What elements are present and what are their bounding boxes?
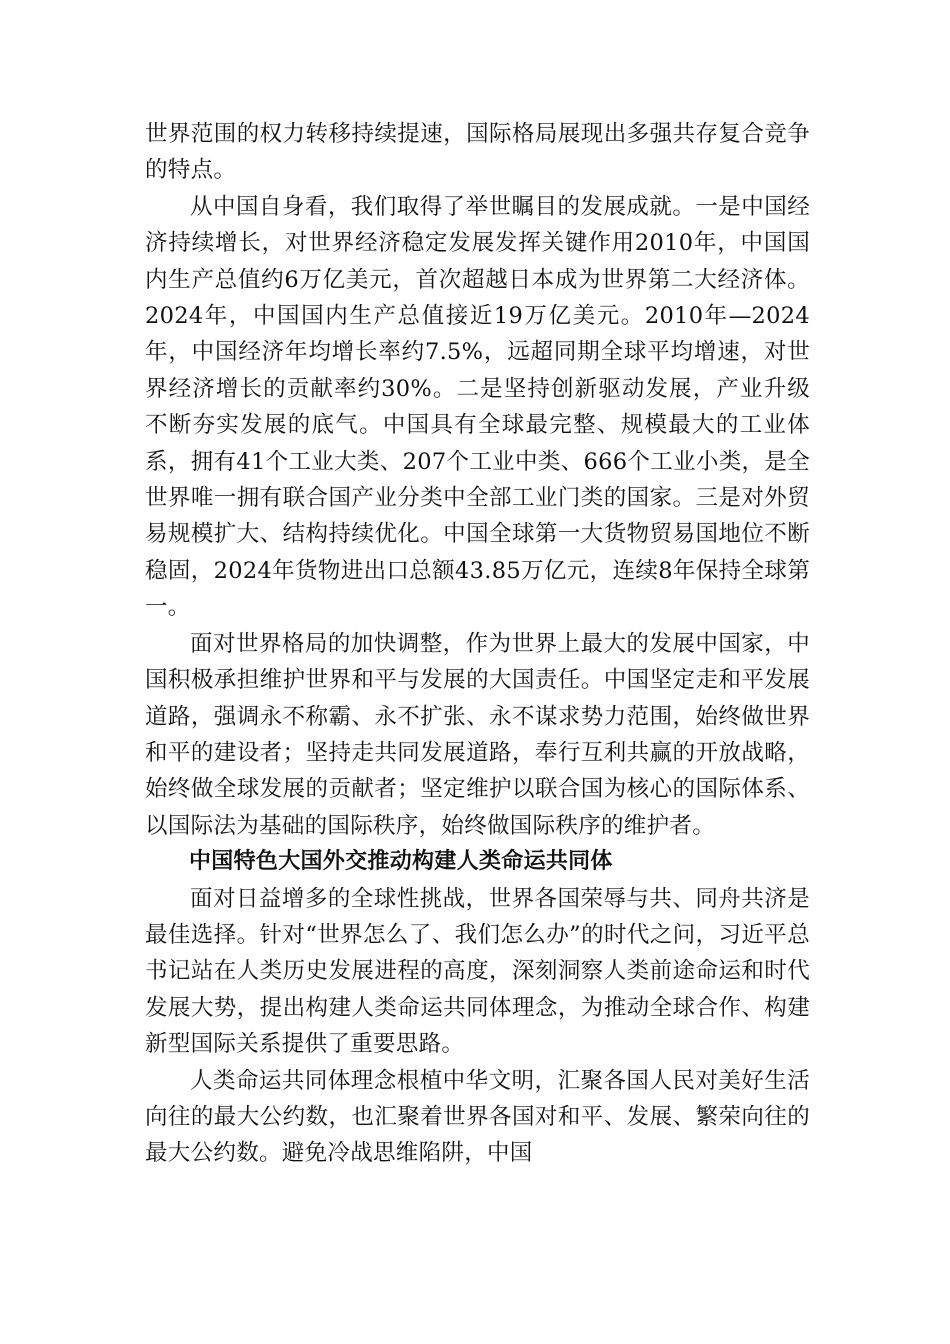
section-heading: 中国特色大国外交推动构建人类命运共同体 (189, 849, 613, 875)
article-body (145, 116, 810, 1172)
paragraph-shared-future-concept: 人类命运共同体理念根植中华文明，汇聚各国人民对美好生活向往的最大公约数，也汇聚着世界各国对和平、发展、繁荣向往的最大公约数。避免冷战思维陷阱，中国 (145, 1067, 810, 1167)
paragraph-continuation: 世界范围的权力转移持续提速，国际格局展现出多强共存复合竞争的特点。 (145, 121, 810, 184)
paragraph-development-achievements: 从中国自身看，我们取得了举世瞩目的发展成就。一是中国经济持续增长，对世界经济稳定发展发挥关键作用2010年，中国国内生产总值约6万亿美元，首次超越日本成为世界第二大经济体。2024年，中国国内生产总值接近19万亿美元。2010年—2024年，中国经济年均增长率约7.5%，远超同期全球平均增速，对世界经济增长的贡献率约30%。二是坚持创新驱动发展，产业升级不断夯实发展的底气。中国具有全球最完整、规模最大的工业体系，拥有41个工业大类、207个工业中类、666个工业小类，是全世界唯一拥有联合国产业分类中全部工业门类的国家。三是对外贸易规模扩大、结构持续优化。中国全球第一大货物贸易国地位不断稳固，2024年货物进出口总额43.85万亿元，连续8年保持全球第一。 (145, 193, 810, 621)
paragraph-global-challenges: 面对日益增多的全球性挑战，世界各国荣辱与共、同舟共济是最佳选择。针对“世界怎么了、我们怎么办”的时代之问，习近平总书记站在人类历史发展进程的高度，深刻洞察人类前途命运和时代发展大势，提出构建人类命运共同体理念，为推动全球合作、构建新型国际关系提供了重要思路。 (145, 885, 810, 1058)
paragraph-major-country-responsibility: 面对世界格局的加快调整，作为世界上最大的发展中国家，中国积极承担维护世界和平与发展的大国责任。中国坚定走和平发展道路，强调永不称霸、永不扩张、永不谋求势力范围，始终做世界和平的建设者；坚持走共同发展道路，奉行互利共赢的开放战略，始终做全球发展的贡献者；坚定维护以联合国为核心的国际体系、以国际法为基础的国际秩序，始终做国际秩序的维护者。 (145, 630, 810, 839)
